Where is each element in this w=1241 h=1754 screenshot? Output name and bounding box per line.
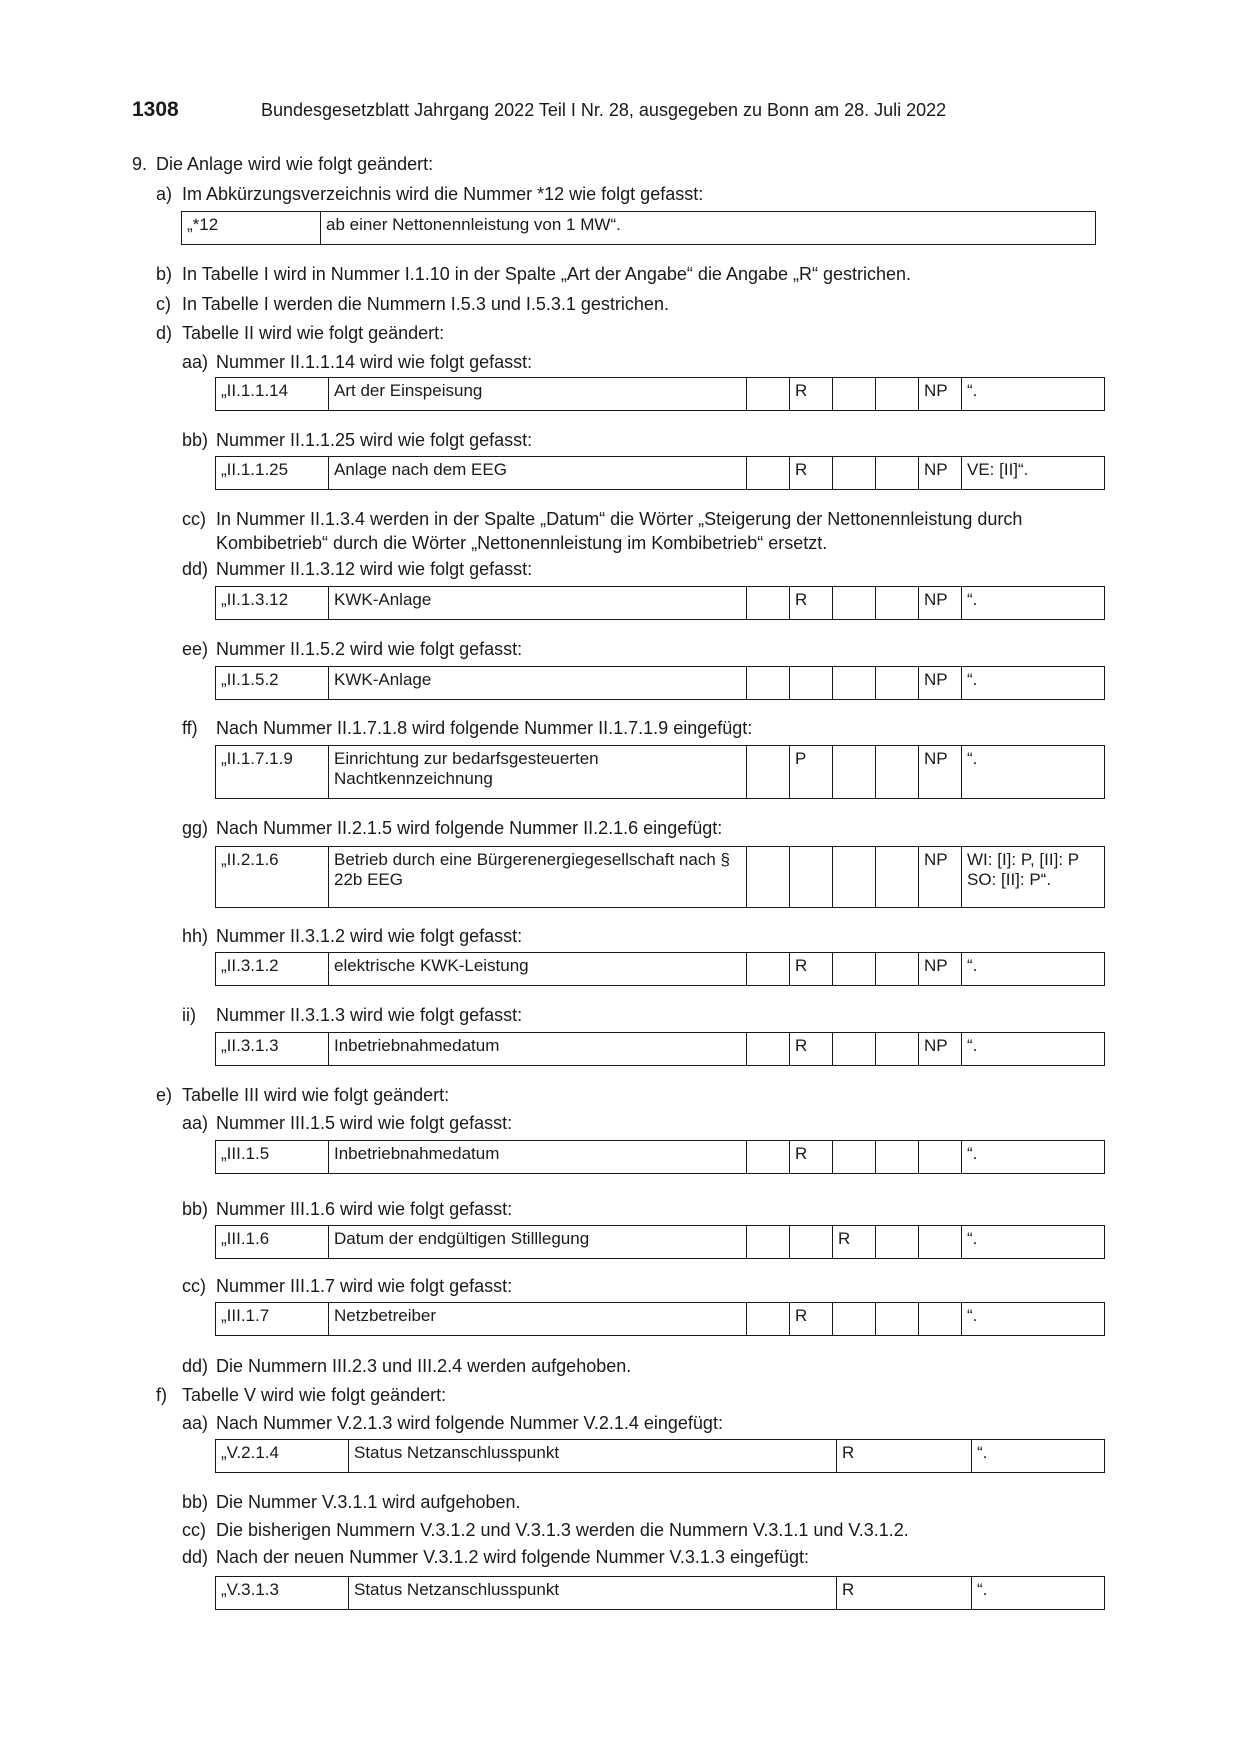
amendment-table [215, 1225, 1105, 1259]
table-row [216, 587, 1105, 620]
table-row [216, 1303, 1105, 1336]
list-text: Die Nummer V.3.1.1 wird aufgehoben. [216, 1492, 521, 1512]
list-text: Nummer II.3.1.2 wird wie folgt gefasst: [216, 926, 523, 946]
table-cell [876, 1226, 919, 1259]
table-cell [747, 1303, 790, 1336]
list-label: cc) [182, 509, 206, 529]
table-row [216, 746, 1105, 799]
table-cell [833, 587, 876, 620]
table-cell: “. [962, 1141, 1105, 1174]
table-cell: “. [962, 1303, 1105, 1336]
table-cell: „II.1.3.12 [216, 587, 329, 620]
list-text: Nummer II.1.1.14 wird wie folgt gefasst: [216, 352, 533, 372]
table-cell: NP [919, 746, 962, 799]
list-text: Im Abkürzungsverzeichnis wird die Nummer *12 wie folgt gefasst: [182, 184, 704, 204]
table-cell [747, 587, 790, 620]
table-cell: „II.1.1.25 [216, 457, 329, 490]
list-label: bb) [182, 1199, 209, 1219]
table-cell: Status Netzanschlusspunkt [349, 1440, 837, 1473]
amendment-table [215, 1439, 1105, 1473]
list-label: hh) [182, 926, 209, 946]
list-label: c) [156, 294, 171, 314]
table-cell [833, 1303, 876, 1336]
table-cell [876, 378, 919, 411]
amendment-table [215, 846, 1105, 908]
list-text: Nummer II.3.1.3 wird wie folgt gefasst: [216, 1005, 523, 1025]
table-cell: KWK-Anlage [329, 667, 747, 700]
table-row [182, 212, 1096, 245]
table-cell: “. [962, 953, 1105, 986]
table-cell: “. [972, 1577, 1105, 1610]
table-cell: R [837, 1440, 972, 1473]
list-text: Nummer III.1.6 wird wie folgt gefasst: [216, 1199, 513, 1219]
table-cell: NP [919, 667, 962, 700]
list-label: e) [156, 1085, 173, 1105]
table-row [216, 1033, 1105, 1066]
table-cell [747, 847, 790, 908]
table-cell: Datum der endgültigen Stilllegung [329, 1226, 747, 1259]
table-cell: „II.1.1.14 [216, 378, 329, 411]
table-cell: R [790, 378, 833, 411]
table-cell: elektrische KWK-Leistung [329, 953, 747, 986]
list-label: aa) [182, 1413, 209, 1433]
table-cell: R [790, 1303, 833, 1336]
list-label: ff) [182, 718, 198, 738]
table-cell: „II.1.7.1.9 [216, 746, 329, 799]
amendment-table [215, 456, 1105, 490]
table-cell [747, 1033, 790, 1066]
list-label: bb) [182, 430, 209, 450]
amendment-table [215, 666, 1105, 700]
list-label: cc) [182, 1520, 206, 1540]
table-cell: „II.3.1.3 [216, 1033, 329, 1066]
list-text: Nach Nummer II.2.1.5 wird folgende Nummer II.2.1.6 eingefügt: [216, 818, 723, 838]
table-cell: P [790, 746, 833, 799]
table-cell [833, 847, 876, 908]
amendment-table [215, 952, 1105, 986]
table-cell: R [790, 457, 833, 490]
list-text: In Tabelle I wird in Nummer I.1.10 in der Spalte „Art der Angabe“ die Angabe „R“ gestrichen. [182, 264, 912, 284]
list-label: aa) [182, 352, 209, 372]
table-cell [747, 1141, 790, 1174]
table-cell [833, 1141, 876, 1174]
list-text: Nummer II.1.1.25 wird wie folgt gefasst: [216, 430, 533, 450]
table-cell: “. [972, 1440, 1105, 1473]
table-cell: WI: [I]: P, [II]: P SO: [II]: P“. [962, 847, 1105, 908]
table-cell: R [837, 1577, 972, 1610]
table-cell: “. [962, 378, 1105, 411]
list-label: dd) [182, 559, 209, 579]
table-cell [790, 1226, 833, 1259]
table-cell [747, 378, 790, 411]
table-cell: “. [962, 667, 1105, 700]
table-row [216, 847, 1105, 908]
list-text: Nummer II.1.3.12 wird wie folgt gefasst: [216, 559, 533, 579]
table-cell [833, 667, 876, 700]
table-cell: „V.3.1.3 [216, 1577, 349, 1610]
table-cell: „III.1.5 [216, 1141, 329, 1174]
table-cell [833, 1033, 876, 1066]
table-cell: „II.3.1.2 [216, 953, 329, 986]
table-cell [876, 953, 919, 986]
table-cell: “. [962, 746, 1105, 799]
amendment-table [215, 745, 1105, 799]
list-text: In Tabelle I werden die Nummern I.5.3 und I.5.3.1 gestrichen. [182, 294, 669, 314]
table-row [216, 378, 1105, 411]
list-text: Nach der neuen Nummer V.3.1.2 wird folgende Nummer V.3.1.3 eingefügt: [216, 1547, 810, 1567]
table-cell: R [790, 1141, 833, 1174]
list-text: Nummer III.1.7 wird wie folgt gefasst: [216, 1276, 513, 1296]
table-cell: „II.1.5.2 [216, 667, 329, 700]
table-cell: “. [962, 1033, 1105, 1066]
table-cell [876, 667, 919, 700]
list-label: a) [156, 184, 173, 204]
table-cell: VE: [II]“. [962, 457, 1105, 490]
table-cell: NP [919, 457, 962, 490]
table-cell: KWK-Anlage [329, 587, 747, 620]
list-label: dd) [182, 1356, 209, 1376]
table-cell [747, 746, 790, 799]
table-cell [833, 457, 876, 490]
page-header-title: Bundesgesetzblatt Jahrgang 2022 Teil I Nr. 28, ausgegeben zu Bonn am 28. Juli 2022 [261, 100, 947, 120]
table-row [216, 457, 1105, 490]
list-text: Tabelle III wird wie folgt geändert: [182, 1085, 450, 1105]
table-cell [747, 953, 790, 986]
list-label: ee) [182, 639, 209, 659]
table-cell: „V.2.1.4 [216, 1440, 349, 1473]
amendment-table [215, 1140, 1105, 1174]
table-cell: NP [919, 587, 962, 620]
table-cell [790, 847, 833, 908]
table-cell [747, 1226, 790, 1259]
list-label: ii) [182, 1005, 196, 1025]
table-cell: R [833, 1226, 876, 1259]
list-label: aa) [182, 1113, 209, 1133]
list-label: b) [156, 264, 173, 284]
list-text: In Nummer II.1.3.4 werden in der Spalte „Datum“ die Wörter „Steigerung der Nettonennleistung durch [216, 509, 1023, 529]
list-label: f) [156, 1385, 167, 1405]
table-cell [876, 1303, 919, 1336]
table-cell: „*12 [182, 212, 321, 245]
table-row [216, 1577, 1105, 1610]
table-cell: R [790, 953, 833, 986]
table-cell [876, 457, 919, 490]
table-cell: NP [919, 953, 962, 986]
table-cell: Status Netzanschlusspunkt [349, 1577, 837, 1610]
list-label: bb) [182, 1492, 209, 1512]
list-label: cc) [182, 1276, 206, 1296]
table-cell [876, 847, 919, 908]
page-number: 1308 [132, 98, 179, 121]
list-text: Tabelle II wird wie folgt geändert: [182, 323, 445, 343]
table-cell [919, 1303, 962, 1336]
table-cell: „III.1.7 [216, 1303, 329, 1336]
amendment-table [215, 1302, 1105, 1336]
table-cell: R [790, 587, 833, 620]
amendment-table [181, 211, 1096, 245]
table-cell [919, 1141, 962, 1174]
table-cell: NP [919, 847, 962, 908]
list-text: Nach Nummer II.1.7.1.8 wird folgende Nummer II.1.7.1.9 eingefügt: [216, 718, 753, 738]
table-cell [833, 953, 876, 986]
table-cell: NP [919, 378, 962, 411]
table-row [216, 1440, 1105, 1473]
table-cell: Netzbetreiber [329, 1303, 747, 1336]
table-row [216, 1141, 1105, 1174]
list-label: 9. [132, 154, 148, 174]
list-text: Die bisherigen Nummern V.3.1.2 und V.3.1.3 werden die Nummern V.3.1.1 und V.3.1.2. [216, 1520, 909, 1540]
table-cell [876, 587, 919, 620]
list-text: Die Nummern III.2.3 und III.2.4 werden aufgehoben. [216, 1356, 632, 1376]
table-cell: Anlage nach dem EEG [329, 457, 747, 490]
list-text: Tabelle V wird wie folgt geändert: [182, 1385, 447, 1405]
table-cell [747, 667, 790, 700]
amendment-table [215, 1576, 1105, 1610]
table-cell [790, 667, 833, 700]
list-text: Nach Nummer V.2.1.3 wird folgende Nummer V.2.1.4 eingefügt: [216, 1413, 723, 1433]
list-text: Nummer II.1.5.2 wird wie folgt gefasst: [216, 639, 523, 659]
list-label: dd) [182, 1547, 209, 1567]
list-label: gg) [182, 818, 209, 838]
list-text: Die Anlage wird wie folgt geändert: [156, 154, 434, 174]
table-cell: R [790, 1033, 833, 1066]
table-cell: Inbetriebnahmedatum [329, 1141, 747, 1174]
list-label: d) [156, 323, 173, 343]
amendment-table [215, 586, 1105, 620]
table-cell: Inbetriebnahmedatum [329, 1033, 747, 1066]
amendment-table [215, 1032, 1105, 1066]
table-cell [833, 746, 876, 799]
table-row [216, 1226, 1105, 1259]
table-cell: Betrieb durch eine Bürgerenergiegesellschaft nach § 22b EEG [329, 847, 747, 908]
table-cell: „II.2.1.6 [216, 847, 329, 908]
table-cell [919, 1226, 962, 1259]
table-cell: Einrichtung zur bedarfsgesteuerten Nachtkennzeichnung [329, 746, 747, 799]
table-cell: “. [962, 1226, 1105, 1259]
table-cell: „III.1.6 [216, 1226, 329, 1259]
table-cell [876, 1141, 919, 1174]
table-row [216, 667, 1105, 700]
table-cell: ab einer Nettonennleistung von 1 MW“. [321, 212, 1096, 245]
table-cell: “. [962, 587, 1105, 620]
list-text: Kombibetrieb“ durch die Wörter „Nettonennleistung im Kombibetrieb“ ersetzt. [216, 533, 828, 553]
table-cell [833, 378, 876, 411]
table-cell: NP [919, 1033, 962, 1066]
table-row [216, 953, 1105, 986]
list-text: Nummer III.1.5 wird wie folgt gefasst: [216, 1113, 513, 1133]
table-cell [747, 457, 790, 490]
table-cell [876, 1033, 919, 1066]
table-cell [876, 746, 919, 799]
amendment-table [215, 377, 1105, 411]
table-cell: Art der Einspeisung [329, 378, 747, 411]
